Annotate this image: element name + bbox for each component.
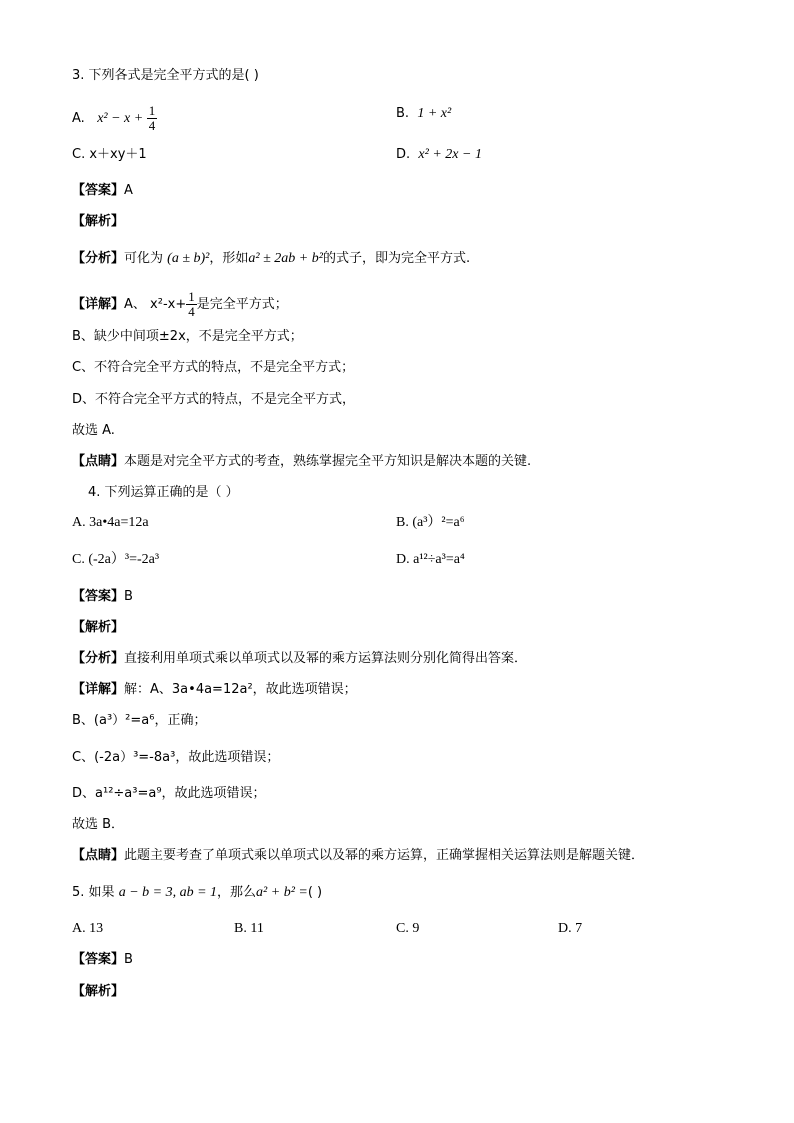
q4-analysis-tag: 【解析】 [72, 620, 125, 635]
xiangjie-text: 解：A、3a•4a=12a²，故此选项错误； [124, 682, 357, 697]
q3-option-a-fraction: $\frac{1}{4}$ [148, 103, 156, 133]
xiangjie-tag: 【详解】 [72, 297, 125, 312]
q5-stem-pre: 5. 如果 [72, 885, 115, 900]
q4-stem: 4. 下列运算正确的是（ ） [88, 485, 239, 500]
q5-option-c: C. 9 [396, 921, 420, 936]
q5-analysis-tag: 【解析】 [72, 984, 125, 999]
q5-answer [72, 950, 133, 970]
q3-option-a-label: A. [72, 111, 85, 126]
q5-stem [72, 883, 322, 903]
dianjing-text: 此题主要考查了单项式乘以单项式以及幂的乘方运算，正确掌握相关运算法则是解题关键． [124, 848, 645, 863]
xiangjie-tag: 【详解】 [72, 682, 125, 697]
fenxi-expr-2: a² ± 2ab + b² [248, 251, 323, 266]
q3-option-d-expr: x² + 2x − 1 [418, 147, 482, 162]
fenxi-text-3: 的式子，即为完全平方式. [322, 251, 471, 266]
q3-dianjing [72, 452, 531, 472]
q4-option-d: D. a¹²÷a³=a⁴ [396, 552, 465, 567]
q3-option-c: C. x＋xy＋1 [72, 147, 147, 162]
answer-value: B [124, 589, 133, 604]
q4-xiangjie [72, 680, 357, 700]
q3-analysis-tag: 【解析】 [72, 214, 125, 229]
q3-option-b-expr: 1 + x² [417, 106, 452, 121]
fenxi-text: 直接利用单项式乘以单项式以及幂的乘方运算法则分别化简得出答案． [124, 651, 528, 666]
answer-tag: 【答案】 [72, 952, 125, 967]
answer-tag: 【答案】 [72, 183, 125, 198]
q3-option-a-expr: x² − x + [97, 111, 147, 126]
q3-option-d-label: D. [396, 147, 411, 162]
dianjing-tag: 【点睛】 [72, 454, 125, 469]
q3-option-b [396, 104, 451, 124]
q5-stem-expr-2: a² + b² = [256, 885, 308, 900]
fenxi-tag: 【分析】 [72, 651, 125, 666]
q4-option-a: A. 3a•4a=12a [72, 515, 149, 530]
q5-stem-mid: ，那么 [217, 885, 257, 900]
q5-option-a: A. 13 [72, 921, 104, 936]
q4-option-c: C. (-2a）³=-2a³ [72, 552, 160, 567]
q4-line-d: D、a¹²÷a³=a⁹，故此选项错误； [72, 786, 266, 801]
q5-stem-post: ( ) [307, 885, 323, 900]
q3-fenxi [72, 249, 470, 269]
q4-line-c: C、(-2a）³=-8a³，故此选项错误； [72, 750, 280, 765]
q3-answer [72, 181, 133, 201]
answer-tag: 【答案】 [72, 589, 125, 604]
q4-line-b: B、(a³）²=a⁶，正确； [72, 713, 207, 728]
q3-option-a [72, 104, 157, 133]
fenxi-expr-1: (a ± b)² [167, 251, 210, 266]
fenxi-text-2: ，形如 [209, 251, 249, 266]
q3-line-b: B、缺少中间项±2x，不是完全平方式； [72, 329, 303, 344]
q5-option-d: D. 7 [558, 921, 583, 936]
q4-answer [72, 587, 133, 607]
q3-line-d: D、不符合完全平方式的特点，不是完全平方式， [72, 392, 356, 407]
q3-xiangjie [72, 290, 288, 319]
answer-value: B [124, 952, 133, 967]
q4-fenxi [72, 649, 527, 669]
fenxi-text-1: 可化为 [124, 251, 164, 266]
dianjing-tag: 【点睛】 [72, 848, 125, 863]
xiangjie-fraction: $\frac{1}{4}$ [188, 289, 195, 319]
q3-option-b-label: B. [396, 106, 410, 121]
q5-stem-expr-1: a − b = 3, ab = 1 [118, 885, 218, 900]
q5-option-b: B. 11 [234, 921, 264, 936]
q4-option-b: B. (a³）²=a⁶ [396, 515, 465, 530]
xiangjie-text-2: 是完全平方式； [196, 297, 288, 312]
q4-choose: 故选 B． [72, 817, 125, 832]
q3-stem: 3. 下列各式是完全平方式的是( ) [72, 68, 259, 83]
xiangjie-text-1: A、 x²-x+ [124, 297, 187, 312]
q4-dianjing [72, 846, 644, 866]
dianjing-text: 本题是对完全平方式的考查，熟练掌握完全平方知识是解决本题的关键. [124, 454, 532, 469]
fenxi-tag: 【分析】 [72, 251, 125, 266]
q3-line-c: C、不符合完全平方式的特点，不是完全平方式； [72, 360, 355, 375]
answer-value: A [124, 183, 133, 198]
q3-choose: 故选 A. [72, 423, 115, 438]
q3-option-d [396, 145, 482, 165]
